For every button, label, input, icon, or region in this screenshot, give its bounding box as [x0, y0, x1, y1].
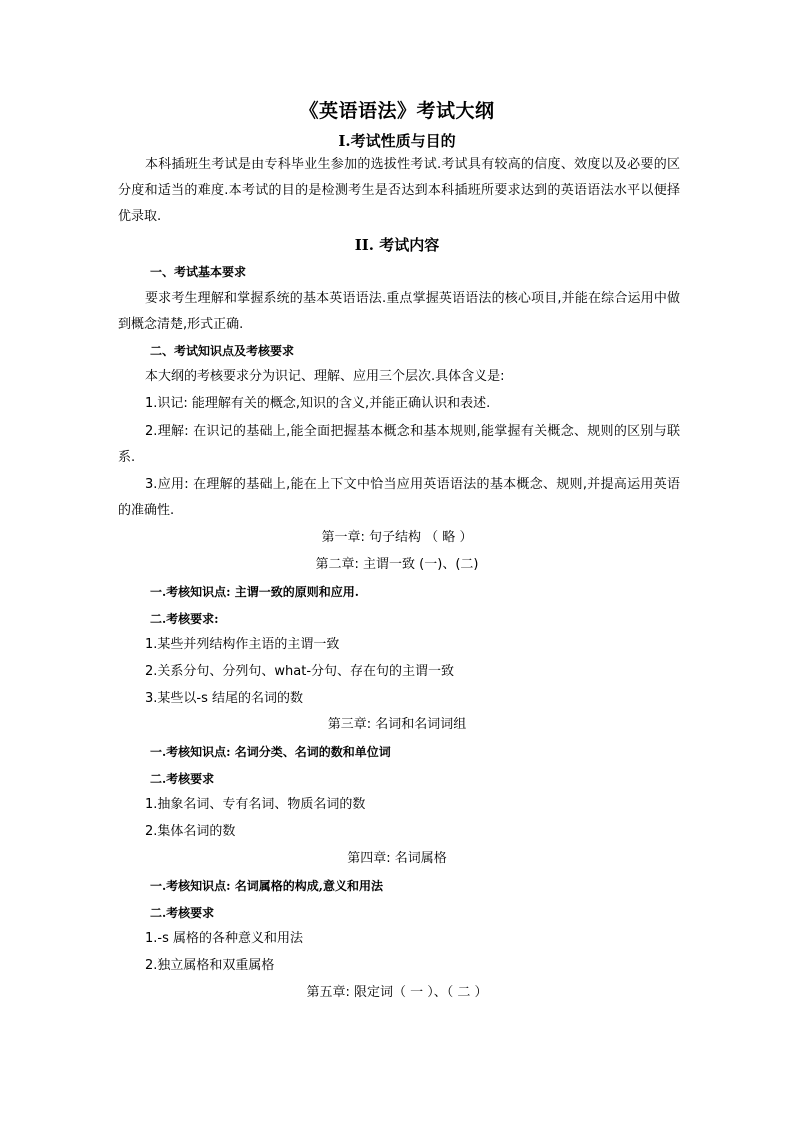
document-title: 《英语语法》考试大纲 — [299, 100, 495, 122]
chapter-knowledge-points: 一.考核知识点: 名词属格的构成,意义和用法 — [150, 879, 383, 893]
requirement-item: 2.关系分句、分列句、what-分句、存在句的主谓一致 — [145, 664, 455, 679]
requirement-item: 1.-s 属格的各种意义和用法 — [145, 931, 303, 946]
section-heading-nature: I.考试性质与目的 — [338, 132, 456, 150]
chapter-requirements-heading: 二.考核要求: — [150, 612, 219, 626]
chapter-requirements-heading: 二.考核要求 — [150, 772, 215, 786]
chapter-knowledge-points: 一.考核知识点: 名词分类、名词的数和单位词 — [150, 745, 391, 759]
paragraph-basic-requirements: 要求考生理解和掌握系统的基本英语语法.重点掌握英语语法的核心项目,并能在综合运用中做到概念清楚,形式正确. — [118, 291, 680, 332]
requirement-item: 1.抽象名词、专有名词、物质名词的数 — [145, 797, 366, 812]
chapter-requirements-heading: 二.考核要求 — [150, 906, 215, 920]
requirement-item: 1.某些并列结构作主语的主谓一致 — [145, 637, 340, 652]
section-paragraph-nature: 本科插班生考试是由专科毕业生参加的选拔性考试.考试具有较高的信度、效度以及必要的区分度和适当的难度.本考试的目的是检测考生是否达到本科插班所要求达到的英语语法水平以便择优录取. — [118, 157, 680, 224]
level-item: 2.理解: 在识记的基础上,能全面把握基本概念和基本规则,能掌握有关概念、规则的区别与联系. — [118, 424, 680, 465]
level-item: 3.应用: 在理解的基础上,能在上下文中恰当应用英语语法的基本概念、规则,并提高运用英语的准确性. — [118, 477, 680, 518]
chapter-title: 第一章: 句子结构 （ 略 ） — [321, 530, 473, 545]
chapter-title: 第二章: 主谓一致 (一)、(二) — [315, 557, 479, 572]
subheading-basic-requirements: 一、考试基本要求 — [150, 265, 247, 279]
chapter-title: 第四章: 名词属格 — [347, 851, 447, 866]
chapter-title: 第五章: 限定词（ 一 ）、（ 二 ） — [306, 985, 488, 1000]
requirement-item: 2.集体名词的数 — [145, 824, 236, 839]
chapter-title: 第三章: 名词和名词词组 — [327, 717, 467, 732]
requirement-item: 2.独立属格和双重属格 — [145, 958, 275, 973]
section-heading-content: II. 考试内容 — [354, 236, 440, 254]
subheading-knowledge-points: 二、考试知识点及考核要求 — [150, 344, 295, 358]
chapter-knowledge-points: 一.考核知识点: 主谓一致的原则和应用. — [150, 585, 359, 599]
requirement-item: 3.某些以-s 结尾的名词的数 — [145, 691, 303, 706]
level-item: 1.识记: 能理解有关的概念,知识的含义,并能正确认识和表述. — [145, 396, 491, 411]
paragraph-knowledge-intro: 本大纲的考核要求分为识记、理解、应用三个层次.具体含义是: — [145, 369, 505, 384]
